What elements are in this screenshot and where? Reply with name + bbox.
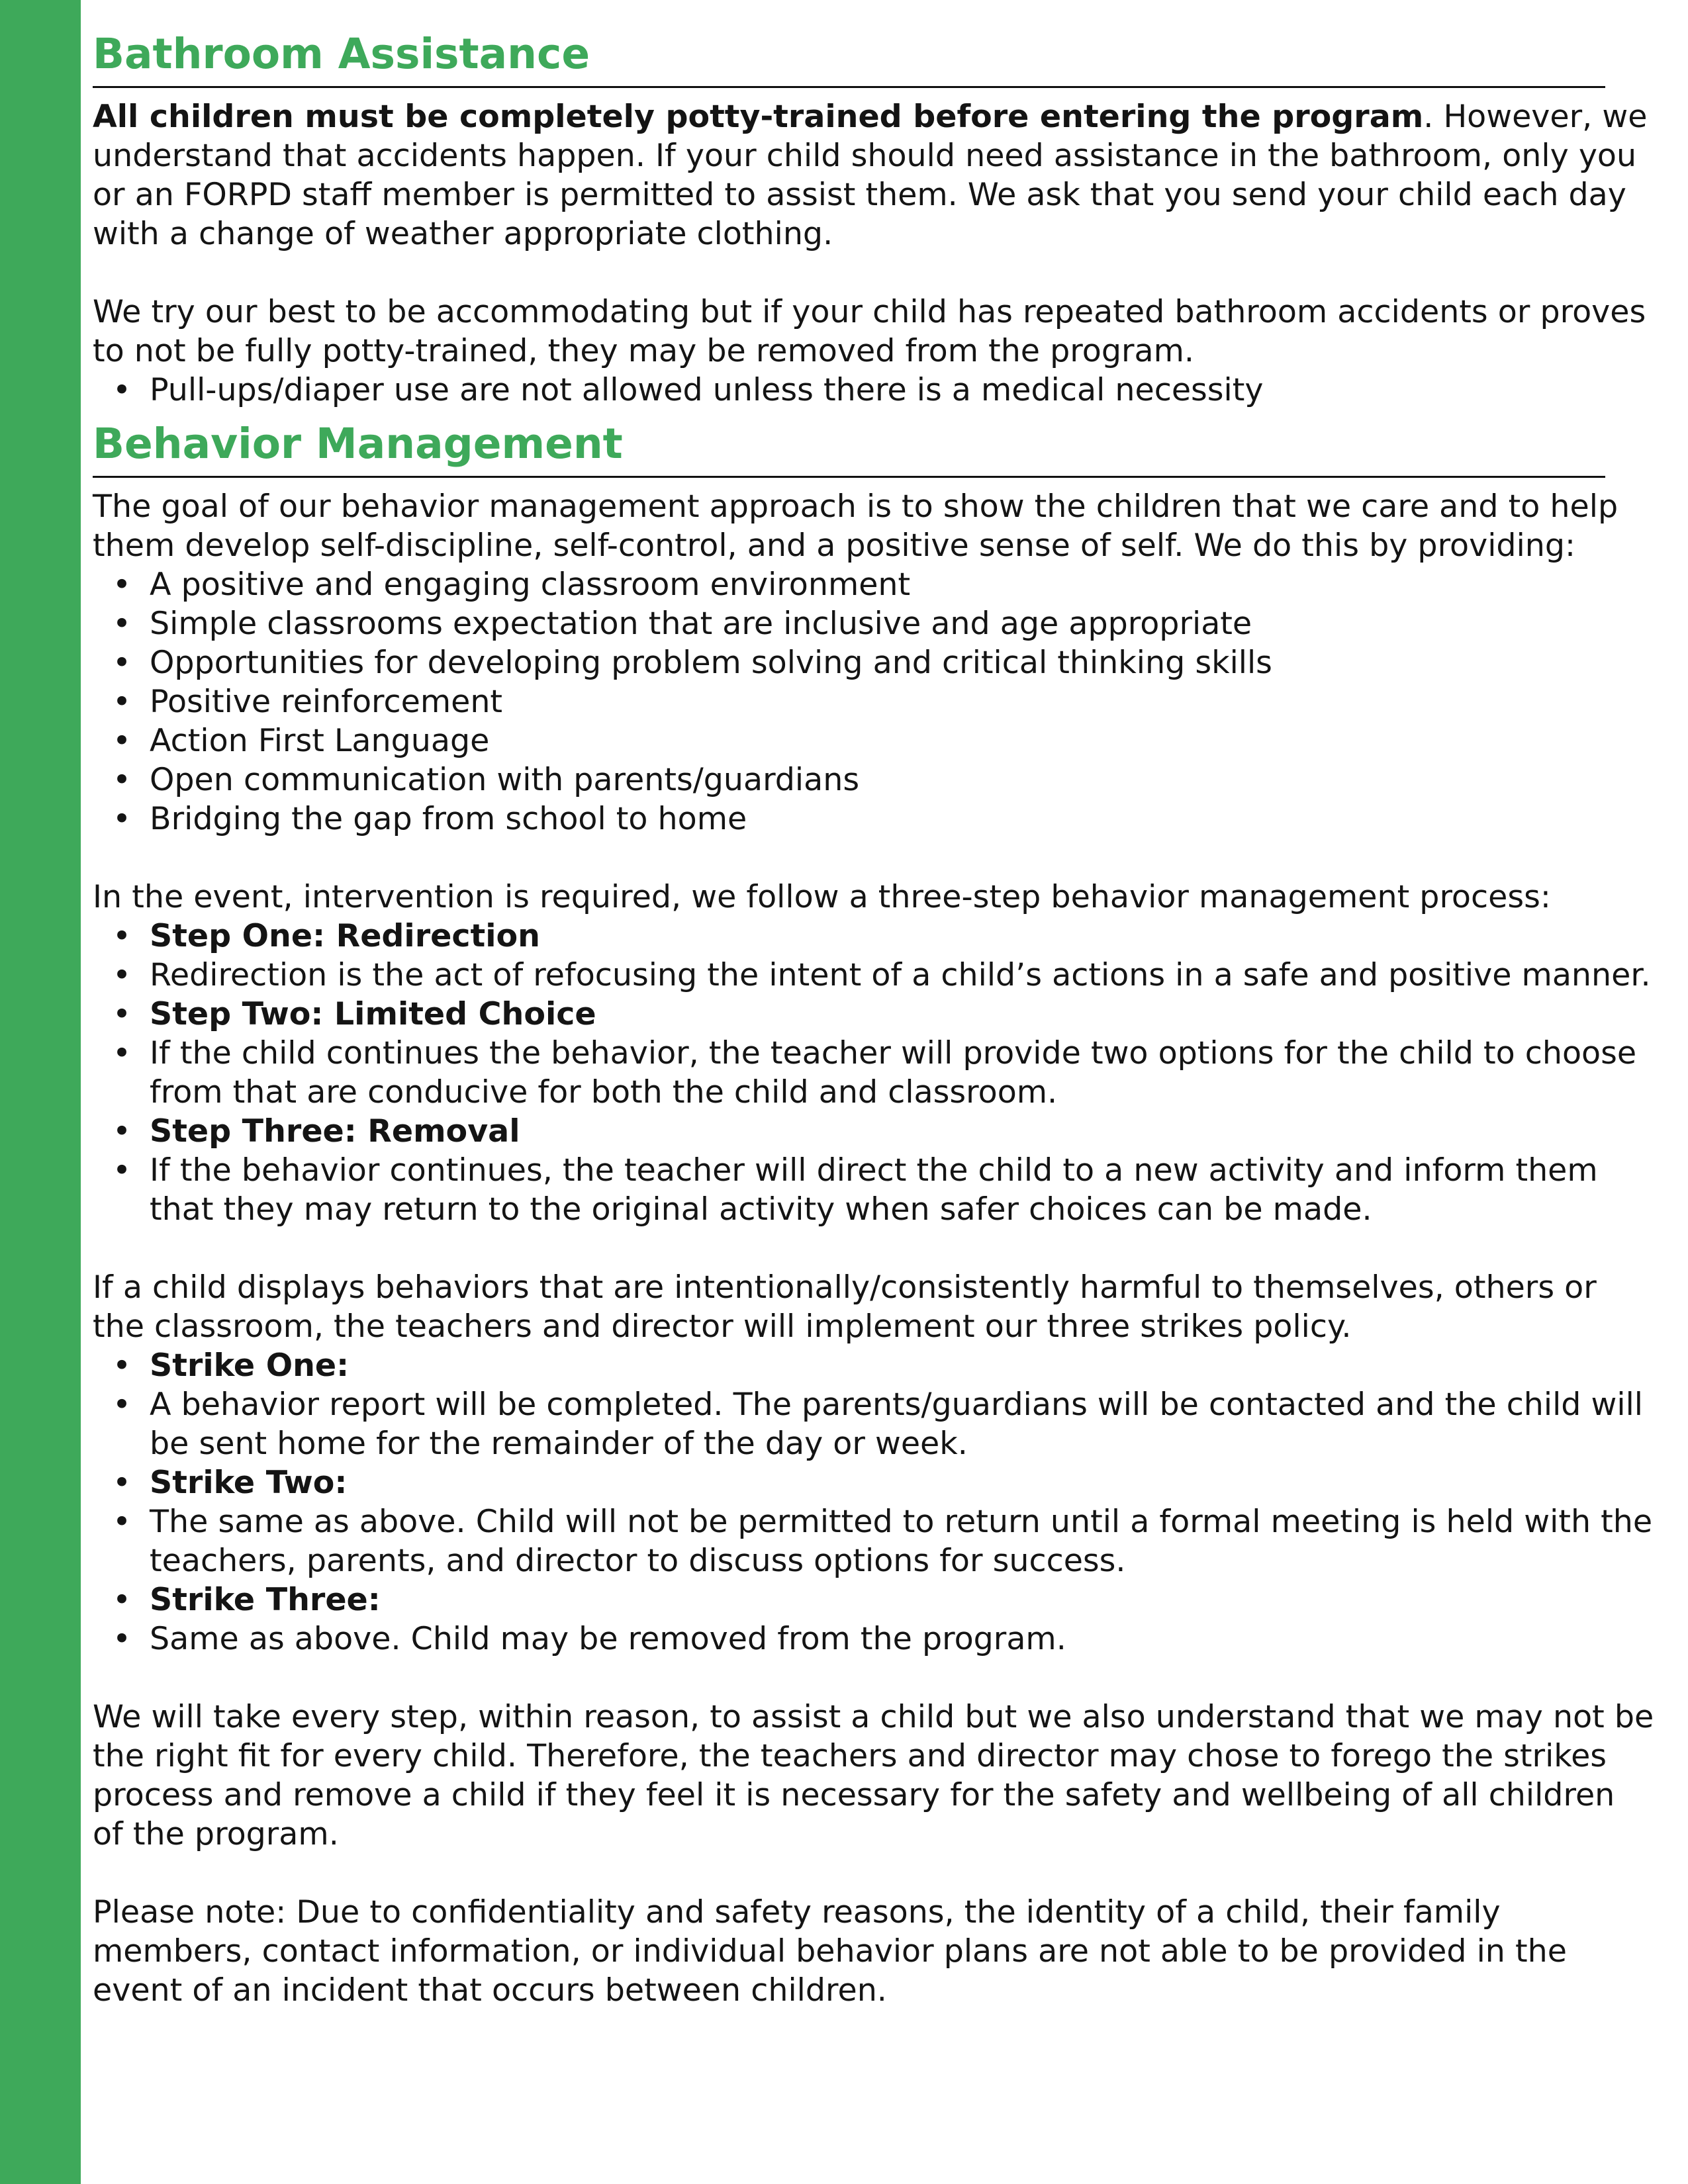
list-item: • Positive reinforcement (150, 682, 1655, 721)
behavior-divider (93, 476, 1605, 478)
bathroom-paragraph-1 (93, 97, 1655, 253)
step-text: • If the child continues the behavior, the teacher will provide two options for the child to choose from that are conducive for both the child and classroom. (150, 1034, 1655, 1112)
bathroom-list (93, 371, 1655, 410)
bathroom-divider (93, 86, 1605, 88)
bathroom-paragraph-2: We try our best to be accommodating but if your child has repeated bathroom accidents or proves to not be fully potty-trained, they may be removed from the program. (93, 294, 1646, 369)
strike-text: • The same as above. Child will not be permitted to return until a formal meeting is held with the teachers, parents, and director to discuss options for success. (150, 1502, 1655, 1580)
green-sidebar-bar (0, 0, 81, 2184)
step-title: • Step Three: Removal (150, 1112, 1655, 1151)
closing-paragraph: We will take every step, within reason, to assist a child but we also understand that we may not be the right fit for every child. Therefore, the teachers and director may chose to forego the strikes process and remove a child if they feel it is necessary for the safety and wellbeing of all children of the program. (93, 1699, 1654, 1852)
step-text: • Redirection is the act of refocusing the intent of a child’s actions in a safe and positive manner. (150, 956, 1655, 995)
behavior-heading: Behavior Management (93, 420, 623, 468)
strike-text: • Same as above. Child may be removed from the program. (150, 1619, 1655, 1659)
step-text: • If the behavior continues, the teacher will direct the child to a new activity and inform them that they may return to the original activity when safer choices can be made. (150, 1151, 1655, 1229)
please-note-paragraph: Please note: Due to confidentiality and safety reasons, the identity of a child, their family members, contact information, or individual behavior plans are not able to be provided in the event of an incident that occurs between children. (93, 1894, 1567, 2009)
page-content (93, 28, 1655, 2010)
step-title: • Step One: Redirection (150, 917, 1655, 956)
bathroom-heading: Bathroom Assistance (93, 30, 590, 78)
strike-title: • Strike Two: (150, 1463, 1655, 1502)
step-title: • Step Two: Limited Choice (150, 995, 1655, 1034)
strikes-intro: If a child displays behaviors that are intentionally/consistently harmful to themselves, others or the classroom, the teachers and director will implement our three strikes policy. (93, 1269, 1597, 1345)
list-item: • Pull-ups/diaper use are not allowed unless there is a medical necessity (150, 371, 1655, 410)
list-item: • Simple classrooms expectation that are inclusive and age appropriate (150, 604, 1655, 643)
providing-list (93, 565, 1655, 839)
list-item: • Bridging the gap from school to home (150, 799, 1655, 839)
list-item: • Action First Language (150, 721, 1655, 760)
strike-title: • Strike One: (150, 1346, 1655, 1385)
behavior-intro: The goal of our behavior management approach is to show the children that we care and to help them develop self-discipline, self-control, and a positive sense of self. We do this by providing: (93, 488, 1618, 564)
bathroom-bold-requirement: All children must be completely potty-trained before entering the program (93, 99, 1424, 135)
steps-list (93, 917, 1655, 1229)
bathroom-paragraph-1-rest: . However, we understand that accidents happen. If your child should need assistance in the bathroom, only you or an FORPD staff member is permitted to assist them. We ask that you send your child each day with a change of weather appropriate clothing. (93, 99, 1648, 252)
list-item: • Opportunities for developing problem solving and critical thinking skills (150, 643, 1655, 682)
strike-text: • A behavior report will be completed. The parents/guardians will be contacted and the child will be sent home for the remainder of the day or week. (150, 1385, 1655, 1463)
strike-title: • Strike Three: (150, 1580, 1655, 1619)
strikes-list (93, 1346, 1655, 1659)
steps-intro: In the event, intervention is required, we follow a three-step behavior management process: (93, 879, 1551, 915)
list-item: • A positive and engaging classroom environment (150, 565, 1655, 604)
list-item: • Open communication with parents/guardians (150, 760, 1655, 799)
